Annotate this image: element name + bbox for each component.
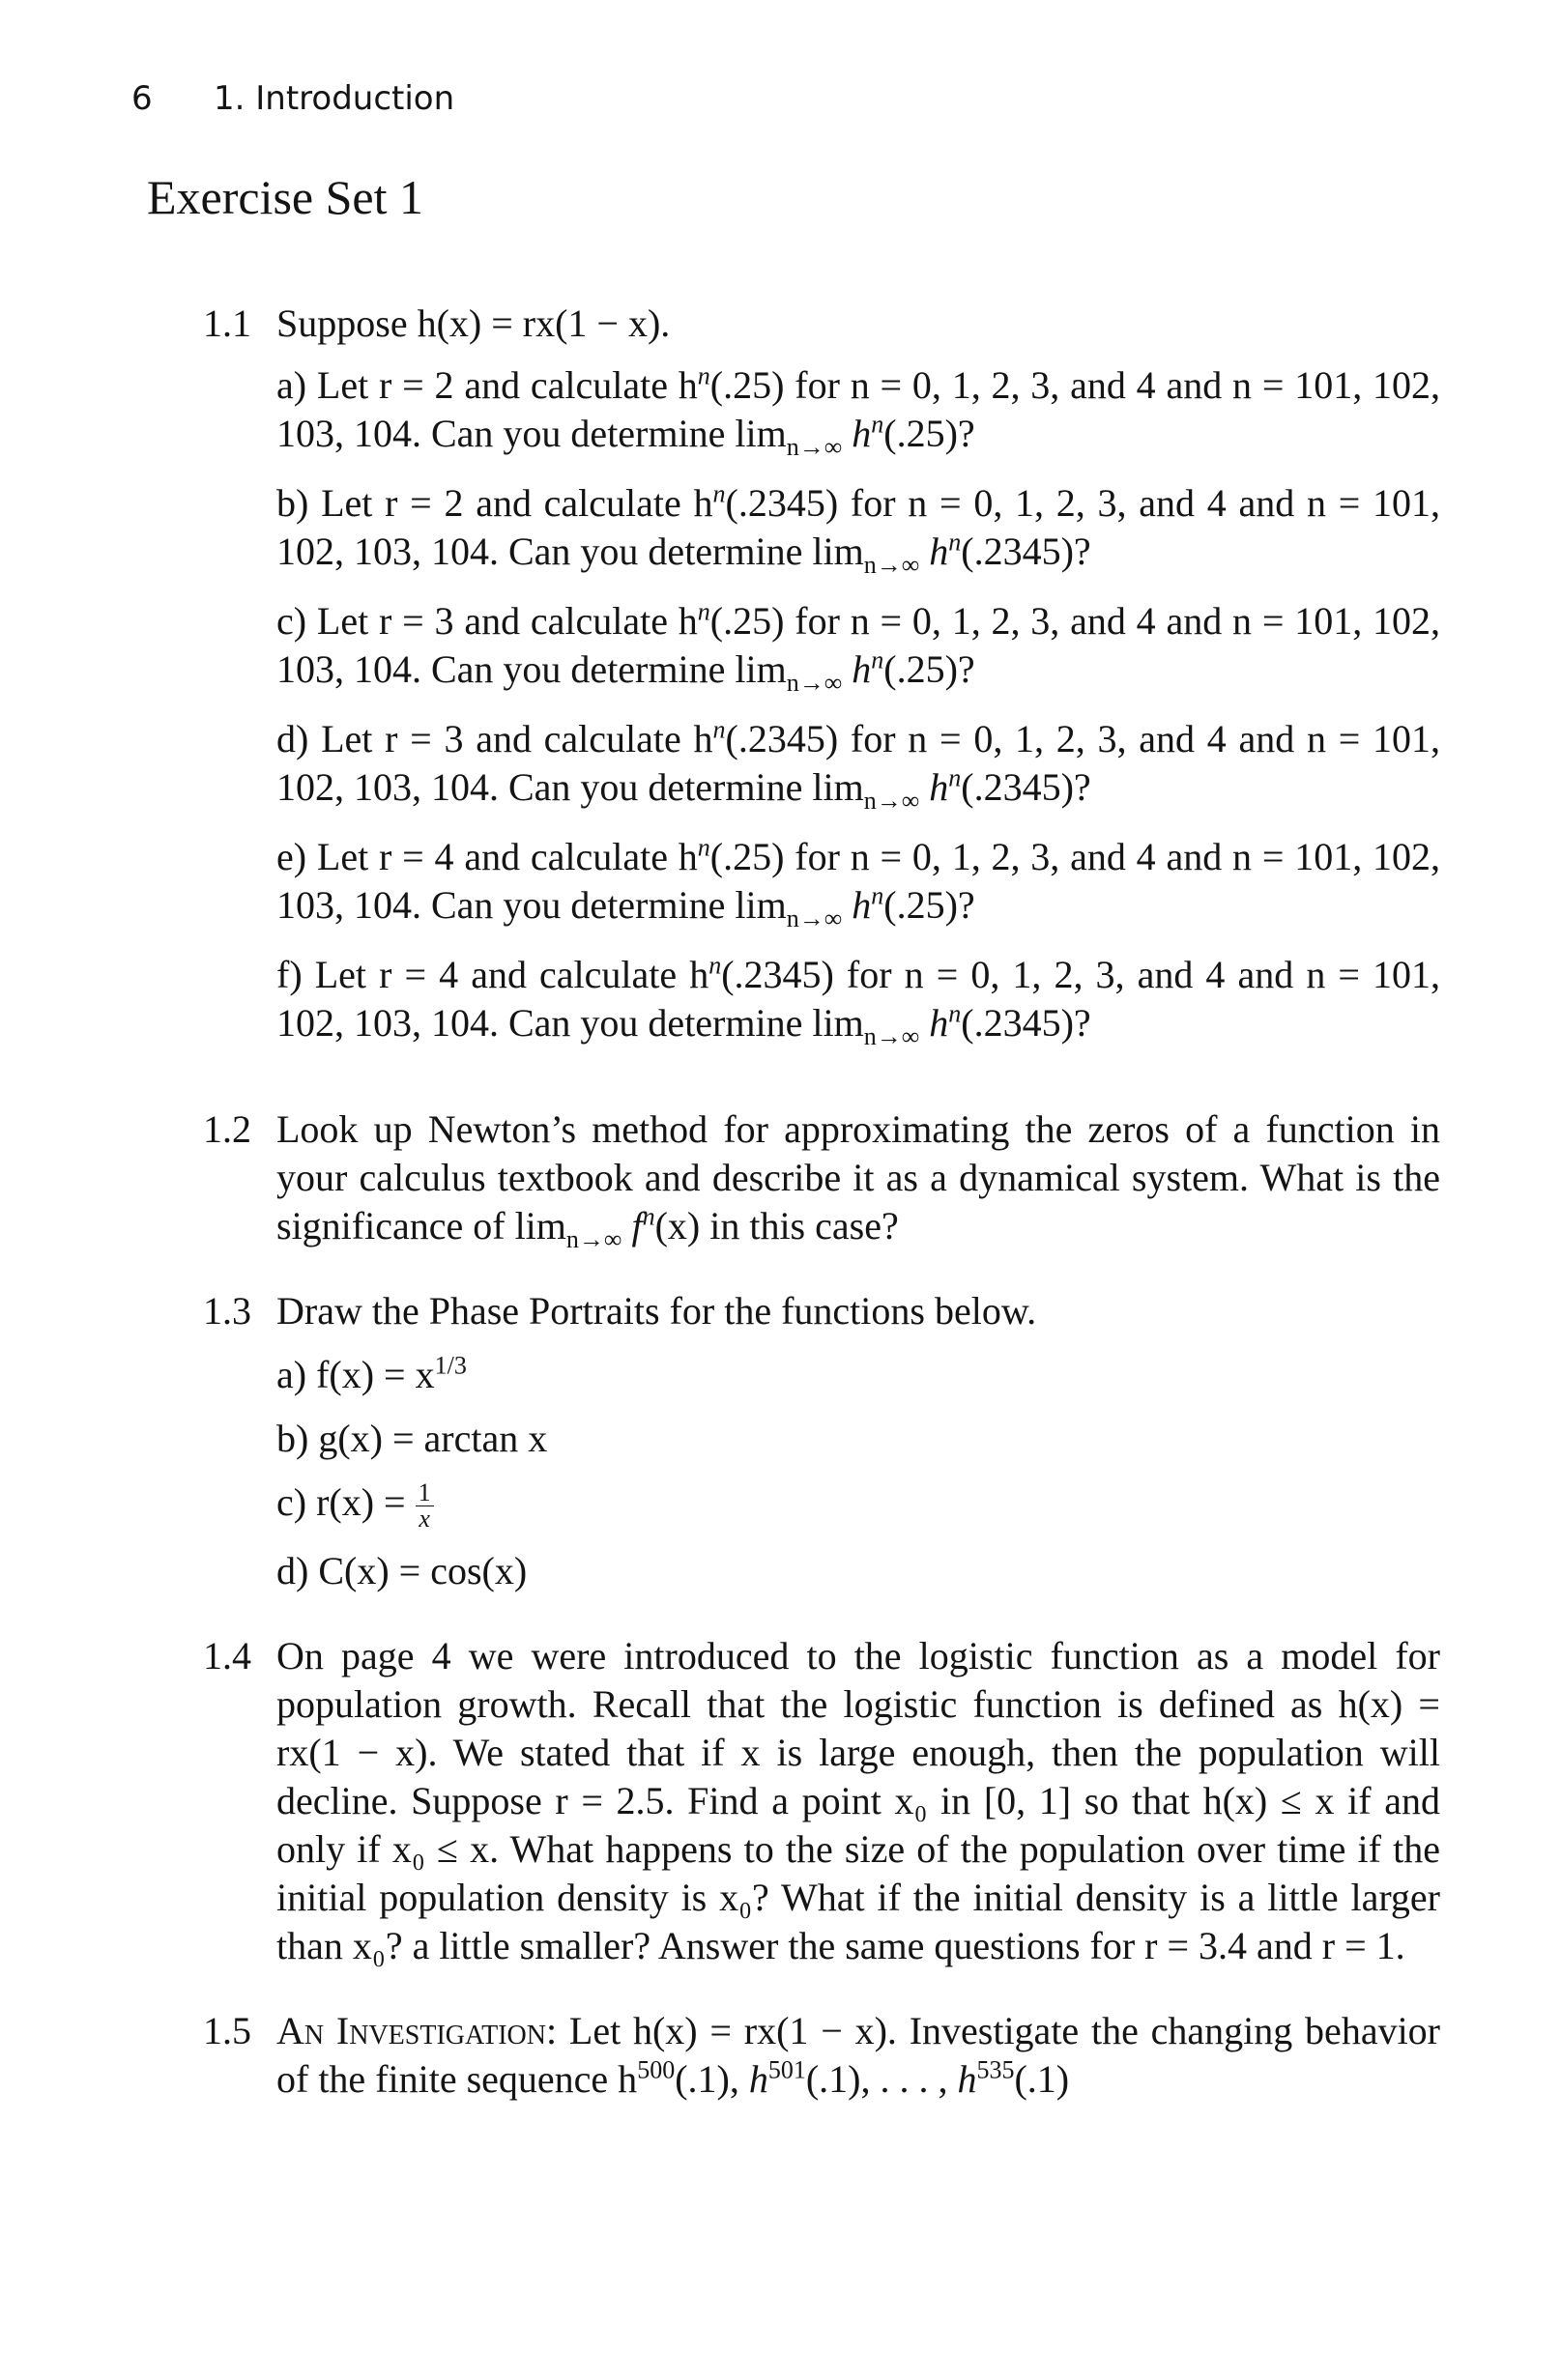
- initial-value: .2345: [737, 717, 825, 760]
- exercise-number: 1.4: [203, 1634, 251, 1678]
- initial-value: .25: [723, 599, 772, 643]
- subpart-6: f) Let r = 4 and calculate $h^n(.2345)$ for n = 0, 1, 2, 3, and 4 and n = 101, 102, 103, 104. Can you determine $\lim_{n\to\infty} h^n(.2345)$?: [276, 951, 1441, 1050]
- exercise-text: Draw the Phase Portraits for the functions below.: [276, 1289, 1037, 1333]
- exercise-statement: Suppose h(x) = rx(1 − x).: [276, 301, 671, 345]
- exercise-body: Look up Newton’s method for approximating the zeros of a function in your calculus textbook and describe it as a dynamical system. What is the significance of $\lim_{n\to\infty} f^n(x)$ in this case?: [276, 1107, 1440, 1253]
- initial-value: .2345: [734, 953, 822, 996]
- fraction: $\frac{1}{x}$: [416, 1480, 434, 1532]
- chapter-title: 1. Introduction: [214, 79, 455, 118]
- subpart-4: d) Let r = 3 and calculate $h^n(.2345)$ for n = 0, 1, 2, 3, and 4 and n = 101, 102, 103, 104. Can you determine $\lim_{n\to\infty} h^n(.2345)$?: [276, 715, 1440, 815]
- exercise-body: [276, 1287, 1440, 1595]
- investigation-label: An Investigation:: [276, 2009, 558, 2053]
- parameter-r: 3: [444, 717, 464, 760]
- exercise-body: [276, 300, 1440, 1069]
- exercise-number: 1.2: [203, 1107, 251, 1151]
- exercise-body: An Investigation: Let h(x) = rx(1 − x). Investigate the changing behavior of the finite sequence $h^{500}(.1)$, $h^{501}(.1)$, . . . , $h^{535}(.1)$: [276, 2009, 1440, 2102]
- running-header: [131, 79, 454, 118]
- exercise-1-5: [203, 2007, 1440, 2104]
- limit-subscript: n→∞: [863, 551, 920, 579]
- exercise-text: Let h(x) = rx(1 − x). Investigate the changing behavior of the finite sequence h: [276, 2009, 1440, 2102]
- parameter-r: 2: [434, 363, 454, 407]
- parameter-r: 4: [439, 953, 459, 996]
- limit-subscript: n→∞: [565, 1225, 622, 1253]
- subpart-label: b): [276, 481, 309, 525]
- list-item: c) r(x) = $\frac{1}{x}$: [276, 1478, 1440, 1532]
- subpart-label: d): [276, 717, 309, 760]
- exercise-text-tail: (x) in this case?: [654, 1204, 899, 1247]
- exercise-number: 1.3: [203, 1289, 251, 1333]
- initial-value: .25: [723, 835, 772, 878]
- limit-subscript: n→∞: [863, 1022, 920, 1050]
- subpart-5: e) Let r = 4 and calculate $h^n(.25)$ for n = 0, 1, 2, 3, and 4 and n = 101, 102, 103, 104. Can you determine $\lim_{n\to\infty} h^n(.25)$?: [276, 833, 1441, 932]
- subpart-label: a): [276, 363, 307, 407]
- subpart-list: [276, 361, 1441, 1050]
- limit-subscript: n→∞: [786, 904, 843, 932]
- page-number: 6: [131, 79, 153, 118]
- subpart-label: f): [276, 953, 303, 996]
- function-symbol: f: [631, 1204, 643, 1247]
- exercise-1-1: [203, 300, 1440, 1069]
- list-item: a) $f(x) = x^{1/3}$: [276, 1351, 467, 1396]
- limit-subscript: n→∞: [786, 433, 843, 461]
- parameter-r: 3: [434, 599, 454, 643]
- initial-value: .2345: [737, 481, 825, 525]
- exercise-text: On page 4 we were introduced to the logistic function as a model for population growth. Recall that the logistic function is defined as h(x) = rx(1 − x). We stated that if x is large enough, then the population will decline. Suppose r = 2.5. Find a point x₀ in [0, 1] so that h(x) ≤ x if and only if x₀ ≤ x. What happens to the size of the population over time if the initial population density is x₀? What if the initial density is a little larger than x₀? a little smaller? Answer the same questions for r = 3.4 and r = 1.: [276, 1634, 1440, 1968]
- exercise-list: [203, 300, 1440, 2140]
- limit-subscript: n→∞: [786, 669, 843, 697]
- list-item: b) g(x) = arctan x: [276, 1417, 548, 1460]
- limit-subscript: n→∞: [863, 787, 920, 815]
- subpart-2: b) Let r = 2 and calculate $h^n(.2345)$ for n = 0, 1, 2, 3, and 4 and n = 101, 102, 103, 104. Can you determine $\lim_{n\to\infty} h^n(.2345)$?: [276, 479, 1440, 579]
- subpart-label: e): [276, 835, 307, 878]
- section-title: Exercise Set 1: [147, 170, 424, 224]
- exercise-number: 1.5: [203, 2009, 251, 2053]
- exercise-text: Look up Newton’s method for approximating the zeros of a function in your calculus textbook and describe it as a dynamical system. What is the significance of lim: [276, 1107, 1440, 1247]
- list-item: d) C(x) = cos(x): [276, 1549, 528, 1593]
- subpart-label: c): [276, 599, 307, 643]
- parameter-r: 4: [434, 835, 454, 878]
- parameter-r: 2: [444, 481, 464, 525]
- exercise-number: 1.1: [203, 301, 251, 345]
- exercise-1-2: [203, 1105, 1440, 1253]
- exercise-1-3: [203, 1287, 1440, 1595]
- subpart-1: a) Let r = 2 and calculate $h^n(.25)$ for n = 0, 1, 2, 3, and 4 and n = 101, 102, 103, 104. Can you determine $\lim_{n\to\infty} h^n(.25)$?: [276, 361, 1441, 461]
- initial-value: .25: [723, 363, 772, 407]
- subpart-3: c) Let r = 3 and calculate $h^n(.25)$ for n = 0, 1, 2, 3, and 4 and n = 101, 102, 103, 104. Can you determine $\lim_{n\to\infty} h^n(.25)$?: [276, 597, 1441, 697]
- exercise-1-4: [203, 1632, 1440, 1970]
